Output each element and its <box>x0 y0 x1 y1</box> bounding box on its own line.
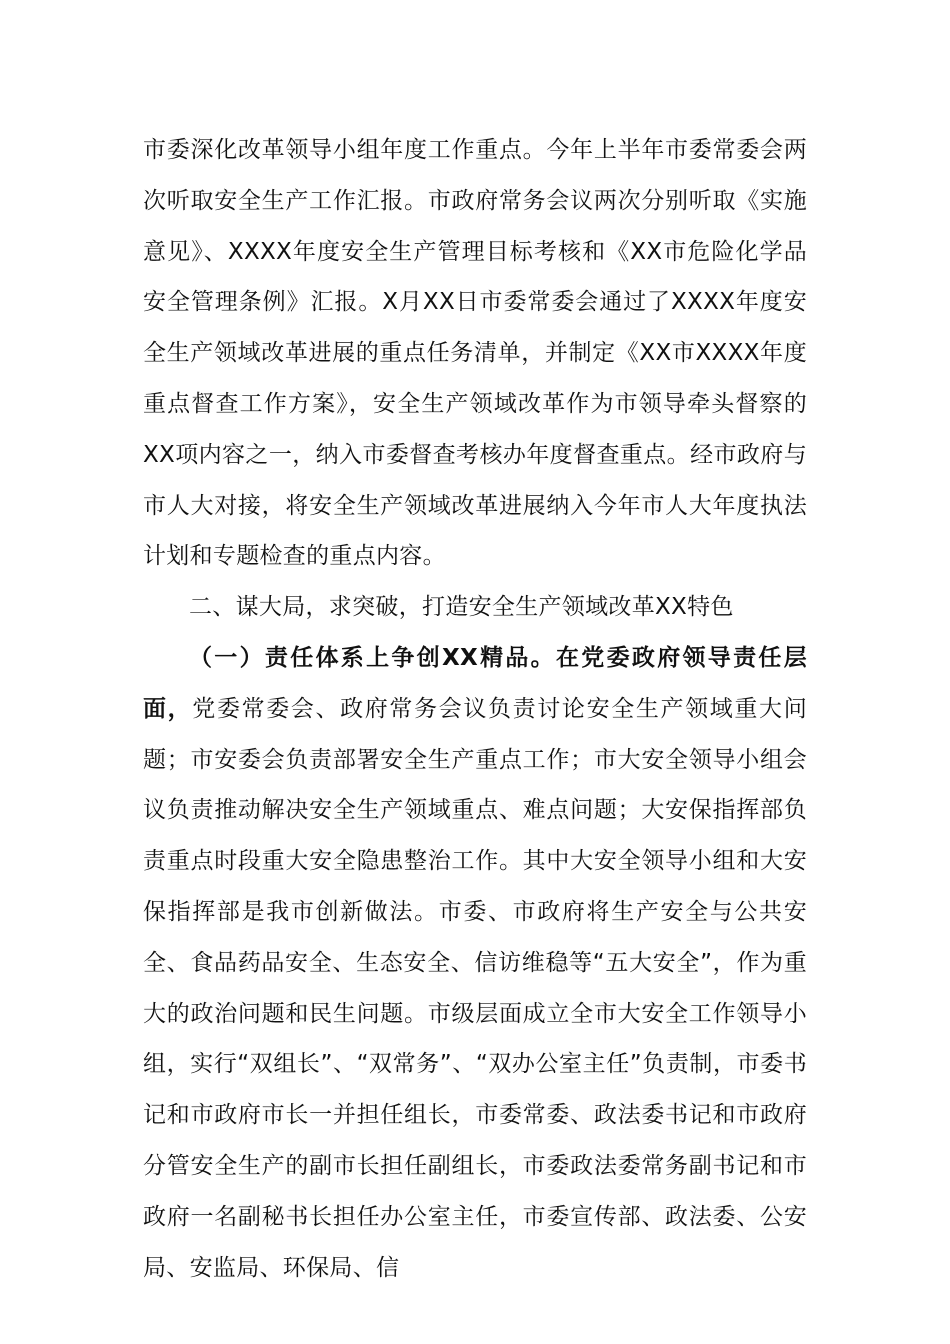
section-heading-text: 二、谋大局，求突破，打造安全生产领域改革XX特色 <box>189 594 734 621</box>
paragraph-text: 党委常委会、政府常务会议负责讨论安全生产领域重大问题；市安委会负责部署安全生产重点工作；市大安全领导小组会议负责推动解决安全生产领域重点、难点问题；大安保指挥部负责重点时段重大安全隐患整治工作。其中大安全领导小组和大安保指挥部是我市创新做法。市委、市政府将生产安全与公共安全、食品药品安全、生态安全、信访维稳等“五大安全”，作为重大的政治问题和民生问题。市级层面成立全市大安全工作领导小组，实行“双组长”、“双常务”、“双办公室主任”负责制，市委书记和市政府市长一并担任组长，市委常委、政法委书记和市政府分管安全生产的副市长担任副组长，市委政法委常务副书记和市政府一名副秘书长担任办公室主任，市委宣传部、政法委、公安局、安监局、环保局、信 <box>143 695 808 1281</box>
document-body <box>143 125 807 1293</box>
section-heading <box>143 582 807 633</box>
subsection-bold-lead: （一）责任体系上争创XX精品。在党委政府领导责任层面， <box>143 644 807 722</box>
paragraph-text: 市委深化改革领导小组年度工作重点。今年上半年市委常委会两次听取安全生产工作汇报。市政府常务会议两次分别听取《实施意见》、XXXX年度安全生产管理目标考核和《XX市危险化学品安全管理条例》汇报。X月XX日市委常委会通过了XXXX年度安全生产领域改革进展的重点任务清单，并制定《XX市XXXX年度重点督查工作方案》，安全生产领域改革作为市领导牵头督察的XX项内容之一，纳入市委督查考核办年度督查重点。经市政府与市人大对接，将安全生产领域改革进展纳入今年市人大年度执法计划和专题检查的重点内容。 <box>143 137 807 570</box>
paragraph-continuation <box>143 125 807 582</box>
paragraph-subsection <box>143 633 807 1293</box>
